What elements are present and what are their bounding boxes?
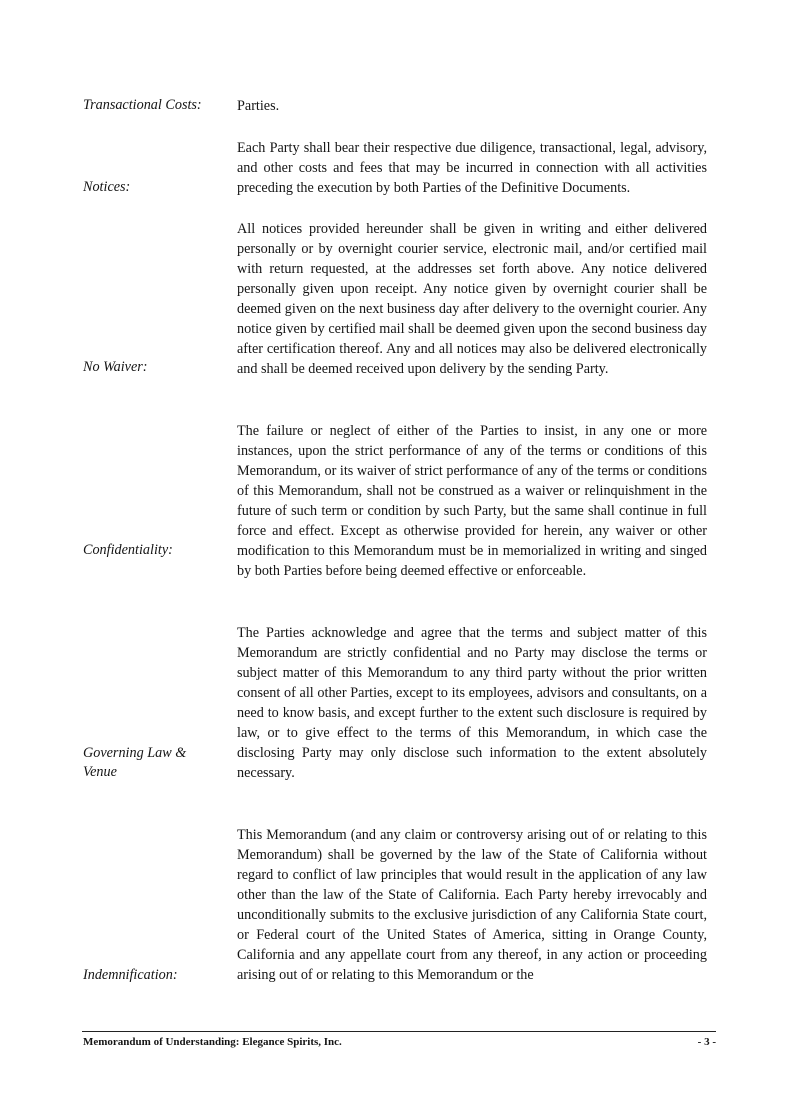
paragraph-governing-law: This Memorandum (and any claim or controversy arising out of or relating to this Memorandum) shall be governed by the law of the State of California without regard to conflict of law principles that would result in the application of any law other than the law of the State of California. Each Party hereby irrevocably and unconditionally submits to the exclusive jurisdiction of any California State court, or Federal court of the United States of America, sitting in Orange County, California and any appellate court from any thereof, in any action or proceeding arising out of or relating to this Memorandum or the [237, 827, 707, 983]
paragraph-parties-tail: Parties. [237, 98, 280, 114]
label-notices: Notices: [83, 179, 131, 195]
label-transactional-costs: Transactional Costs: [83, 97, 202, 113]
paragraph-confidentiality: The Parties acknowledge and agree that the terms and subject matter of this Memorandum are strictly confidential and no Party may disclose the terms or subject matter of this Memorandum to any third party without the prior written consent of all other Parties, except to its employees, advisors and consultants, on a need to know basis, and except further to the extent such disclosure is required by law, or to give effect to the terms of this Memorandum, in which case the disclosing Party may only disclose such information to the extent absolutely necessary. [237, 625, 707, 781]
paragraph-no-waiver: The failure or neglect of either of the Parties to insist, in any one or more instances, upon the strict performance of any of the terms or conditions of this Memorandum, or its waiver of strict performance of any of the terms or conditions of this Memorandum, shall not be construed as a waiver or relinquishment in the future of such term or condition by such Party, but the same shall continue in full force and effect. Except as otherwise provided for herein, any waiver or other modification to this Memorandum must be in memorialized in writing and singed by both Parties before being deemed effective or enforceable. [237, 423, 707, 579]
label-indemnification: Indemnification: [83, 967, 178, 983]
paragraph-notices: All notices provided hereunder shall be given in writing and either delivered personally or by overnight courier service, electronic mail, and/or certified mail with return requested, at the addresses set forth above. Any notice delivered personally given upon receipt. Any notice given by overnight courier shall be deemed given on the next business day after delivery to the overnight courier. Any notice given by certified mail shall be deemed given upon the second business day after certification thereof. Any and all notices may also be delivered electronically and shall be deemed received upon delivery by the sending Party. [237, 221, 707, 377]
footer-divider [82, 1031, 716, 1032]
paragraph-transactional-costs: Each Party shall bear their respective due diligence, transactional, legal, advisory, and other costs and fees that may be incurred in connection with all activities preceding the execution by both Parties of the Definitive Documents. [237, 140, 707, 196]
footer-document-title: Memorandum of Understanding: Elegance Spirits, Inc. [83, 1036, 342, 1048]
label-no-waiver: No Waiver: [83, 359, 148, 375]
label-confidentiality: Confidentiality: [83, 542, 173, 558]
footer-page-number: - 3 - [697, 1036, 716, 1048]
label-governing-law-venue: Governing Law & Venue [83, 745, 187, 780]
